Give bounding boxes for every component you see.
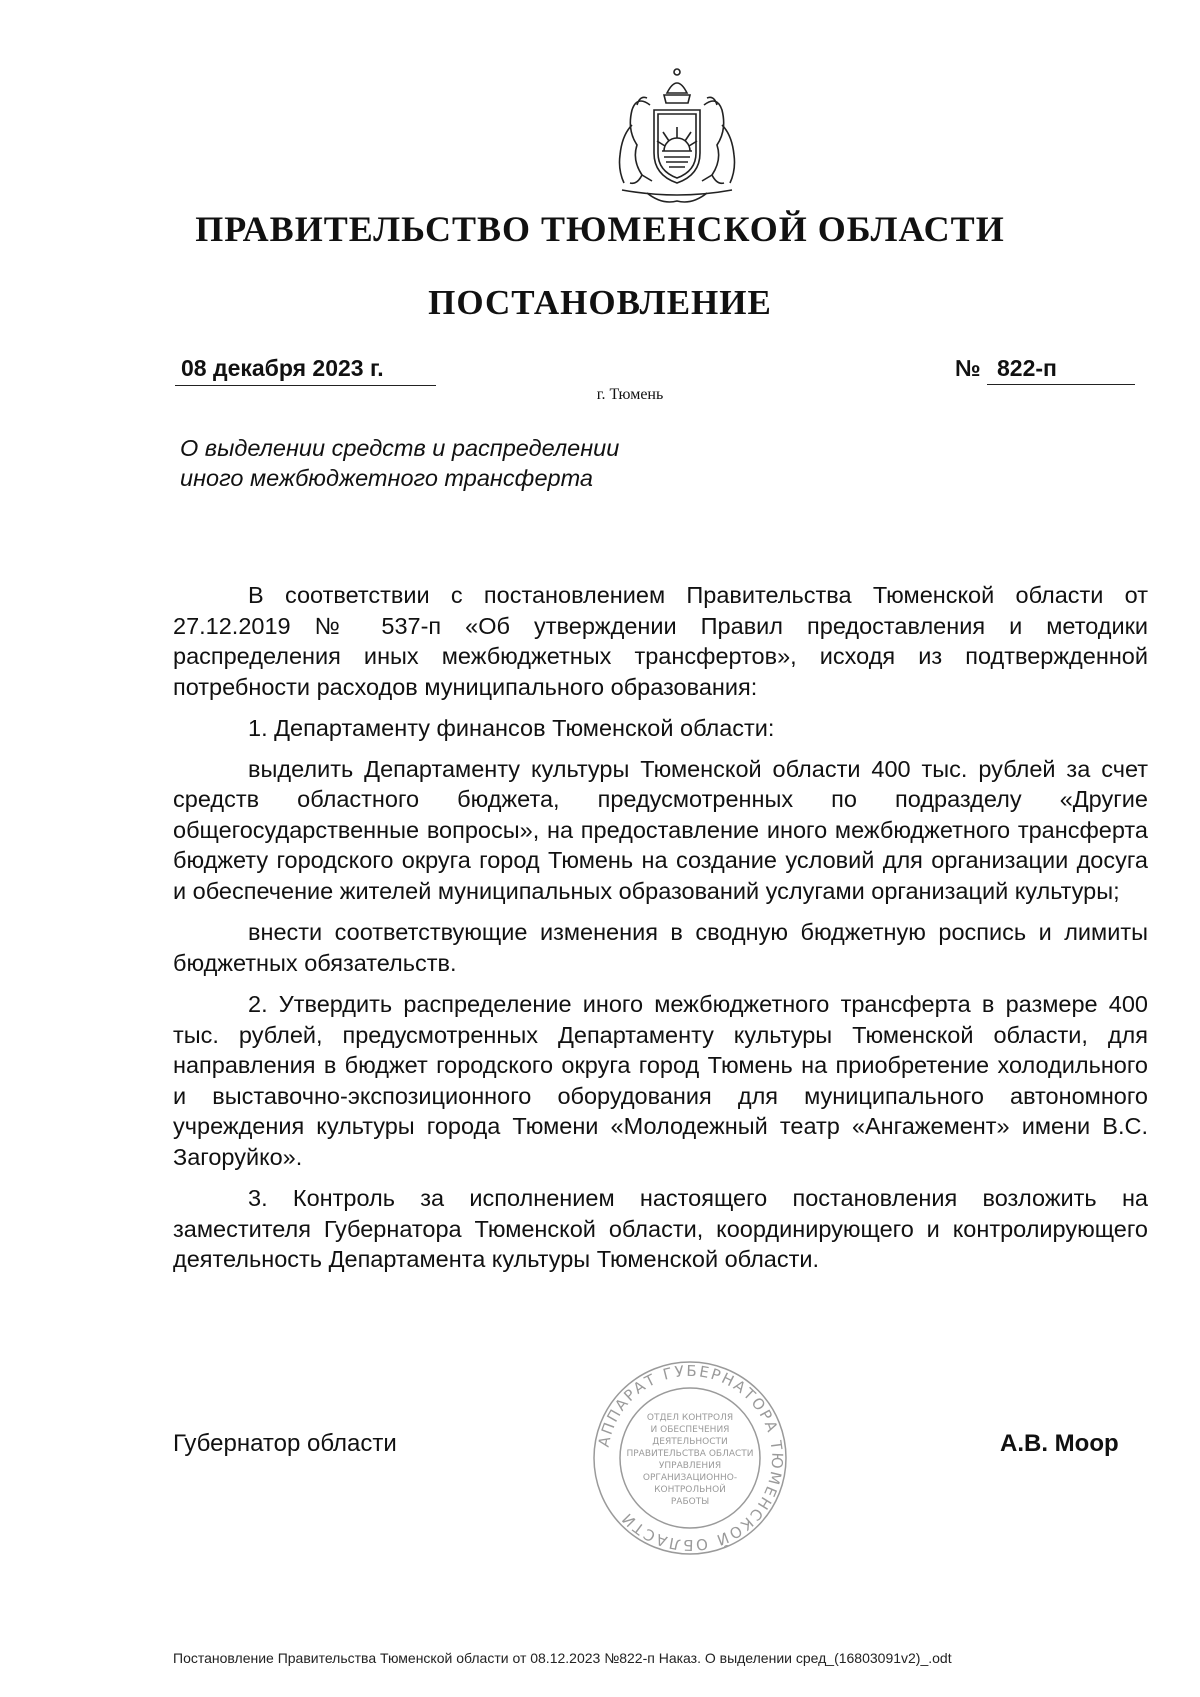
coat-of-arms-emblem <box>592 65 762 210</box>
document-body <box>173 580 1148 1286</box>
government-title: ПРАВИТЕЛЬСТВО ТЮМЕНСКОЙ ОБЛАСТИ <box>195 209 1005 249</box>
document-city: г. Тюмень <box>596 386 664 403</box>
signatory-name: А.В. Моор <box>1000 1430 1119 1457</box>
document-date: 08 декабря 2023 г. <box>175 355 436 386</box>
stamp-inner-line: УПРАВЛЕНИЯ <box>658 1461 722 1471</box>
stamp-inner-line: ПРАВИТЕЛЬСТВА ОБЛАСТИ <box>626 1449 754 1459</box>
document-type-heading: ПОСТАНОВЛЕНИЕ <box>428 283 772 322</box>
stamp-inner-line: РАБОТЫ <box>670 1497 710 1507</box>
document-number-field <box>955 355 1135 385</box>
body-paragraph: внести соответствующие изменения в сводную бюджетную роспись и лимиты бюджетных обязательств. <box>173 919 1148 976</box>
body-paragraph: В соответствии с постановлением Правительства Тюменской области от 27.12.2019 № 537-п «Об утверждении Правил предоставления и методики распределения иных межбюджетных трансфертов», исходя из подтвержденной потребности расходов муниципального образования: <box>173 582 1148 700</box>
subject-line: иного межбюджетного трансферта <box>180 465 593 491</box>
stamp-inner-line: И ОБЕСПЕЧЕНИЯ <box>650 1425 730 1435</box>
signatory-position: Губернатор области <box>173 1430 397 1457</box>
stamp-outer-text: АППАРАТ ГУБЕРНАТОРА ТЮМЕНСКОЙ ОБЛАСТИ <box>594 1361 787 1555</box>
number-sign: № <box>955 355 981 381</box>
body-paragraph: выделить Департаменту культуры Тюменской области 400 тыс. рублей за счет средств областного бюджета, предусмотренных по подразделу «Другие общегосударственные вопросы», на предоставление иного межбюджетного трансферта бюджету городского округа город Тюмень на создание условий для организации досуга и обеспечение жителей муниципальных образований услугами организаций культуры; <box>173 755 1148 904</box>
document-number: 822-п <box>987 355 1135 385</box>
document-subject <box>180 433 619 493</box>
document-footer: Постановление Правительства Тюменской области от 08.12.2023 №822-п Наказ. О выделении сред_(16803091v2)_.odt <box>173 1650 952 1666</box>
body-paragraph: 3. Контроль за исполнением настоящего постановления возложить на заместителя Губернатора Тюменской области, координирующего и контролирующего деятельность Департамента культуры Тюменской области. <box>173 1185 1148 1272</box>
subject-line: О выделении средств и распределении <box>180 435 620 461</box>
stamp-inner-line: ДЕЯТЕЛЬНОСТИ <box>652 1437 728 1447</box>
stamp-inner-line: КОНТРОЛЬНОЙ <box>654 1485 726 1495</box>
stamp-inner-line: ОТДЕЛ КОНТРОЛЯ <box>646 1413 734 1423</box>
stamp-inner-line: ОРГАНИЗАЦИОННО- <box>642 1473 738 1483</box>
body-paragraph: 2. Утвердить распределение иного межбюджетного трансферта в размере 400 тыс. рублей, предусмотренных Департаменту культуры Тюменской области, для направления в бюджет городского округа город Тюмень на приобретение холодильного и выставочно-экспозиционного оборудования для муниципального автономного учреждения культуры города Тюмени «Молодежный театр «Ангажемент» имени В.С. Загоруйко». <box>173 991 1148 1170</box>
official-stamp <box>590 1358 790 1558</box>
body-paragraph: 1. Департаменту финансов Тюменской области: <box>248 715 775 741</box>
